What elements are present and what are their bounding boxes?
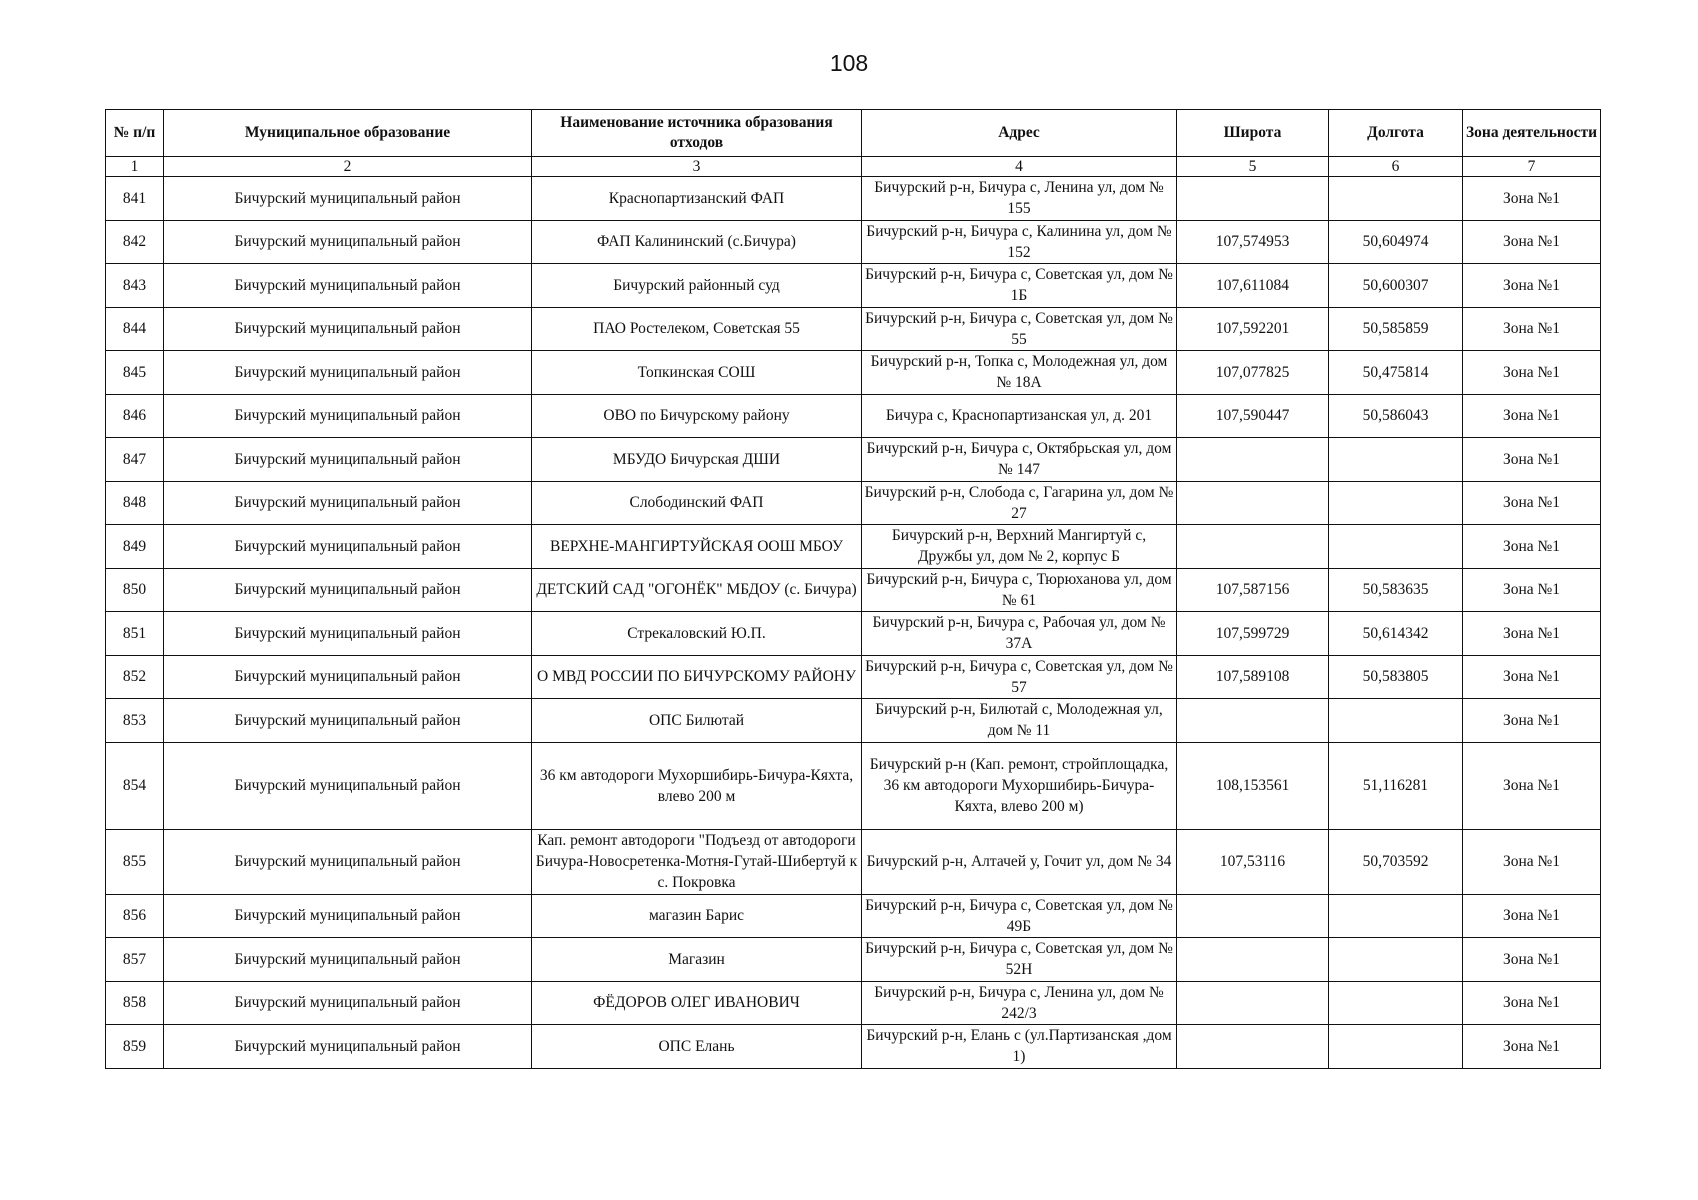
source-name-cell: ФАП Калининский (с.Бичура) [532,220,862,264]
latitude-cell [1177,177,1329,221]
source-name-cell: Краснопартизанский ФАП [532,177,862,221]
municipality-cell: Бичурский муниципальный район [164,394,532,438]
latitude-cell: 107,592201 [1177,307,1329,351]
longitude-cell: 50,583635 [1329,568,1463,612]
zone-cell: Зона №1 [1463,220,1601,264]
zone-cell: Зона №1 [1463,438,1601,482]
longitude-cell: 50,586043 [1329,394,1463,438]
municipality-cell: Бичурский муниципальный район [164,481,532,525]
table-row [106,351,1601,395]
address-cell: Бичурский р-н, Слобода с, Гагарина ул, дом № 27 [862,481,1177,525]
municipality-cell: Бичурский муниципальный район [164,525,532,569]
column-number: 2 [164,157,532,177]
address-cell: Бичурский р-н, Бичура с, Советская ул, дом № 52Н [862,938,1177,982]
header-cell: Наименование источника образования отходов [532,110,862,157]
address-cell: Бичурский р-н, Алтачей у, Гочит ул, дом № 34 [862,829,1177,894]
source-name-cell: ФЁДОРОВ ОЛЕГ ИВАНОВИЧ [532,981,862,1025]
address-cell: Бичура с, Краснопартизанская ул, д. 201 [862,394,1177,438]
zone-cell: Зона №1 [1463,1025,1601,1069]
address-cell: Бичурский р-н, Бичура с, Тюрюханова ул, дом № 61 [862,568,1177,612]
source-name-cell: Слободинский ФАП [532,481,862,525]
municipality-cell: Бичурский муниципальный район [164,177,532,221]
longitude-cell [1329,699,1463,743]
column-number: 3 [532,157,862,177]
row-number: 856 [106,894,164,938]
latitude-cell: 107,587156 [1177,568,1329,612]
latitude-cell [1177,938,1329,982]
source-name-cell: Стрекаловский Ю.П. [532,612,862,656]
table-row [106,481,1601,525]
municipality-cell: Бичурский муниципальный район [164,220,532,264]
table-row [106,612,1601,656]
address-cell: Бичурский р-н (Кап. ремонт, стройплощадка, 36 км автодороги Мухоршибирь-Бичура-Кяхта, влево 200 м) [862,742,1177,829]
table-row [106,1025,1601,1069]
zone-cell: Зона №1 [1463,981,1601,1025]
table-row [106,307,1601,351]
source-name-cell: ПАО Ростелеком, Советская 55 [532,307,862,351]
zone-cell: Зона №1 [1463,177,1601,221]
latitude-cell: 107,589108 [1177,655,1329,699]
row-number: 850 [106,568,164,612]
longitude-cell: 50,583805 [1329,655,1463,699]
zone-cell: Зона №1 [1463,568,1601,612]
row-number: 841 [106,177,164,221]
waste-source-table [105,109,1601,1069]
row-number: 842 [106,220,164,264]
table-body [106,177,1601,1069]
table-row [106,177,1601,221]
latitude-cell: 107,574953 [1177,220,1329,264]
zone-cell: Зона №1 [1463,894,1601,938]
zone-cell: Зона №1 [1463,742,1601,829]
header-cell: Зона деятельности [1463,110,1601,157]
column-number: 4 [862,157,1177,177]
table-row [106,699,1601,743]
column-number: 1 [106,157,164,177]
table-row [106,742,1601,829]
longitude-cell: 50,585859 [1329,307,1463,351]
table-row [106,981,1601,1025]
table-row [106,894,1601,938]
row-number: 848 [106,481,164,525]
longitude-cell [1329,438,1463,482]
row-number: 852 [106,655,164,699]
address-cell: Бичурский р-н, Бичура с, Ленина ул, дом № 242/3 [862,981,1177,1025]
source-name-cell: МБУДО Бичурская ДШИ [532,438,862,482]
municipality-cell: Бичурский муниципальный район [164,938,532,982]
table-row [106,938,1601,982]
address-cell: Бичурский р-н, Елань с (ул.Партизанская ,дом 1) [862,1025,1177,1069]
row-number: 854 [106,742,164,829]
row-number: 853 [106,699,164,743]
address-cell: Бичурский р-н, Бичура с, Советская ул, дом № 55 [862,307,1177,351]
source-name-cell: ВЕРХНЕ-МАНГИРТУЙСКАЯ ООШ МБОУ [532,525,862,569]
header-cell: № п/п [106,110,164,157]
municipality-cell: Бичурский муниципальный район [164,699,532,743]
latitude-cell [1177,438,1329,482]
row-number: 846 [106,394,164,438]
zone-cell: Зона №1 [1463,264,1601,308]
municipality-cell: Бичурский муниципальный район [164,655,532,699]
row-number: 851 [106,612,164,656]
address-cell: Бичурский р-н, Бичура с, Советская ул, дом № 49Б [862,894,1177,938]
zone-cell: Зона №1 [1463,351,1601,395]
source-name-cell: О МВД РОССИИ ПО БИЧУРСКОМУ РАЙОНУ [532,655,862,699]
zone-cell: Зона №1 [1463,394,1601,438]
zone-cell: Зона №1 [1463,699,1601,743]
table-row [106,655,1601,699]
source-name-cell: Топкинская СОШ [532,351,862,395]
source-name-cell: ОВО по Бичурскому району [532,394,862,438]
longitude-cell [1329,938,1463,982]
header-cell: Адрес [862,110,1177,157]
municipality-cell: Бичурский муниципальный район [164,351,532,395]
zone-cell: Зона №1 [1463,307,1601,351]
address-cell: Бичурский р-н, Бичура с, Рабочая ул, дом № 37А [862,612,1177,656]
source-name-cell: ОПС Билютай [532,699,862,743]
longitude-cell: 50,614342 [1329,612,1463,656]
municipality-cell: Бичурский муниципальный район [164,568,532,612]
address-cell: Бичурский р-н, Билютай с, Молодежная ул, дом № 11 [862,699,1177,743]
row-number: 857 [106,938,164,982]
zone-cell: Зона №1 [1463,829,1601,894]
municipality-cell: Бичурский муниципальный район [164,264,532,308]
table-row [106,525,1601,569]
header-cell: Широта [1177,110,1329,157]
page-number: 108 [829,50,869,76]
municipality-cell: Бичурский муниципальный район [164,612,532,656]
longitude-cell [1329,481,1463,525]
longitude-cell [1329,981,1463,1025]
latitude-cell: 107,077825 [1177,351,1329,395]
header-cell: Долгота [1329,110,1463,157]
source-name-cell: 36 км автодороги Мухоршибирь-Бичура-Кяхта, влево 200 м [532,742,862,829]
column-number-row [106,157,1601,177]
longitude-cell [1329,177,1463,221]
source-name-cell: Кап. ремонт автодороги "Подъезд от автодороги Бичура-Новосретенка-Мотня-Гутай-Шибертуй к с. Покровка [532,829,862,894]
source-name-cell: Бичурский районный суд [532,264,862,308]
latitude-cell: 107,599729 [1177,612,1329,656]
municipality-cell: Бичурский муниципальный район [164,894,532,938]
latitude-cell: 107,611084 [1177,264,1329,308]
longitude-cell: 50,604974 [1329,220,1463,264]
longitude-cell: 50,600307 [1329,264,1463,308]
longitude-cell: 51,116281 [1329,742,1463,829]
source-name-cell: магазин Барис [532,894,862,938]
column-number: 5 [1177,157,1329,177]
row-number: 847 [106,438,164,482]
header-row [106,110,1601,157]
row-number: 859 [106,1025,164,1069]
address-cell: Бичурский р-н, Топка с, Молодежная ул, дом № 18А [862,351,1177,395]
header-cell: Муниципальное образование [164,110,532,157]
address-cell: Бичурский р-н, Бичура с, Октябрьская ул, дом № 147 [862,438,1177,482]
address-cell: Бичурский р-н, Бичура с, Советская ул, дом № 57 [862,655,1177,699]
address-cell: Бичурский р-н, Верхний Мангиртуй с, Дружбы ул, дом № 2, корпус Б [862,525,1177,569]
longitude-cell: 50,475814 [1329,351,1463,395]
latitude-cell [1177,525,1329,569]
municipality-cell: Бичурский муниципальный район [164,1025,532,1069]
longitude-cell [1329,525,1463,569]
row-number: 855 [106,829,164,894]
latitude-cell: 108,153561 [1177,742,1329,829]
zone-cell: Зона №1 [1463,655,1601,699]
latitude-cell: 107,53116 [1177,829,1329,894]
table-row [106,264,1601,308]
row-number: 845 [106,351,164,395]
municipality-cell: Бичурский муниципальный район [164,438,532,482]
zone-cell: Зона №1 [1463,612,1601,656]
address-cell: Бичурский р-н, Бичура с, Советская ул, дом № 1Б [862,264,1177,308]
latitude-cell [1177,699,1329,743]
zone-cell: Зона №1 [1463,525,1601,569]
zone-cell: Зона №1 [1463,481,1601,525]
longitude-cell: 50,703592 [1329,829,1463,894]
latitude-cell [1177,1025,1329,1069]
column-number: 6 [1329,157,1463,177]
longitude-cell [1329,1025,1463,1069]
latitude-cell [1177,981,1329,1025]
row-number: 843 [106,264,164,308]
longitude-cell [1329,894,1463,938]
table-row [106,829,1601,894]
latitude-cell [1177,481,1329,525]
latitude-cell: 107,590447 [1177,394,1329,438]
column-number: 7 [1463,157,1601,177]
row-number: 858 [106,981,164,1025]
source-name-cell: ДЕТСКИЙ САД "ОГОНЁК" МБДОУ (с. Бичура) [532,568,862,612]
table-row [106,394,1601,438]
municipality-cell: Бичурский муниципальный район [164,829,532,894]
table-row [106,438,1601,482]
source-name-cell: ОПС Елань [532,1025,862,1069]
address-cell: Бичурский р-н, Бичура с, Ленина ул, дом № 155 [862,177,1177,221]
table-row [106,568,1601,612]
municipality-cell: Бичурский муниципальный район [164,742,532,829]
address-cell: Бичурский р-н, Бичура с, Калинина ул, дом № 152 [862,220,1177,264]
municipality-cell: Бичурский муниципальный район [164,981,532,1025]
zone-cell: Зона №1 [1463,938,1601,982]
latitude-cell [1177,894,1329,938]
row-number: 844 [106,307,164,351]
table-row [106,220,1601,264]
row-number: 849 [106,525,164,569]
municipality-cell: Бичурский муниципальный район [164,307,532,351]
source-name-cell: Магазин [532,938,862,982]
